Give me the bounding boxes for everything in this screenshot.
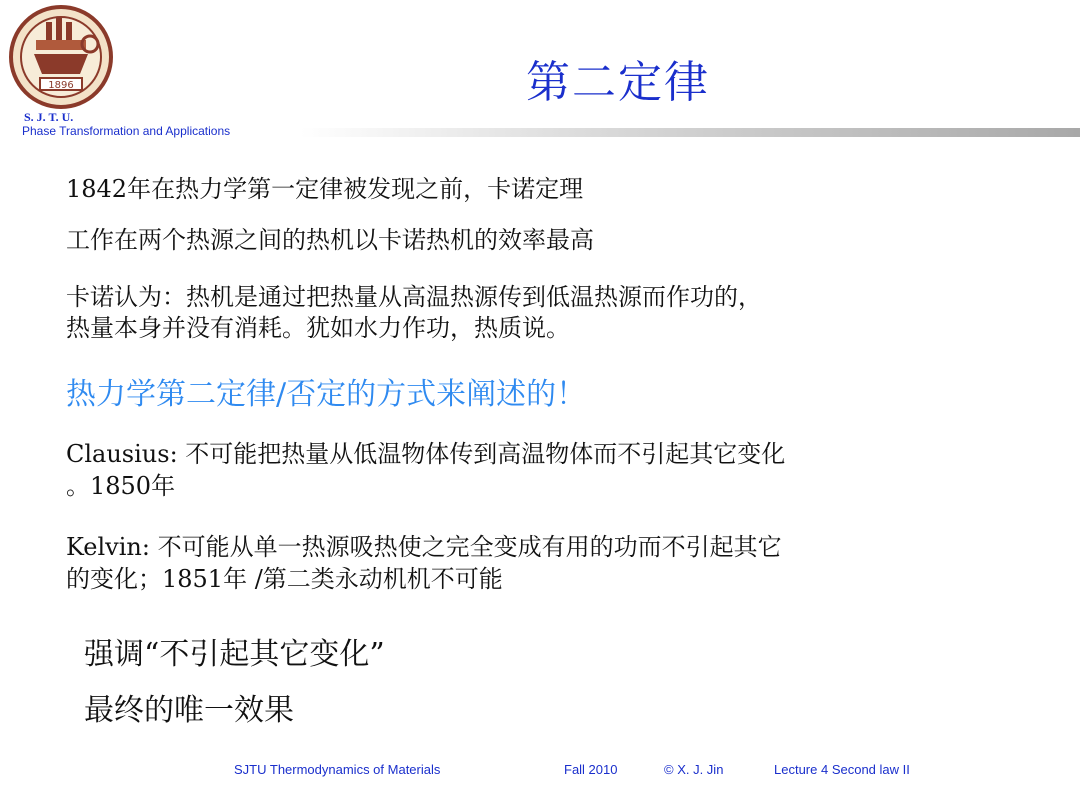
paragraph-carnot-theorem: 1842年在热力学第一定律被发现之前，卡诺定理 — [66, 175, 584, 203]
kelvin-statement-line2: 的变化；1851年 /第二类永动机机不可能 — [66, 565, 503, 593]
course-name: Phase Transformation and Applications — [22, 124, 231, 138]
org-name: S. J. T. U. — [24, 110, 74, 124]
footer-lecture: Lecture 4 Second law II — [774, 762, 910, 777]
header-divider — [300, 128, 1080, 137]
footer-course: SJTU Thermodynamics of Materials — [234, 762, 441, 777]
slide-title: 第二定律 — [526, 57, 710, 108]
paragraph-caloric-line2: 热量本身并没有消耗。犹如水力作功，热质说。 — [66, 314, 570, 342]
emphasis-no-other-change: 强调“不引起其它变化” — [84, 637, 385, 672]
paragraph-caloric-line1: 卡诺认为：热机是通过把热量从高温热源传到低温热源而作功的， — [66, 283, 762, 311]
highlight-second-law: 热力学第二定律/否定的方式来阐述的！ — [66, 377, 587, 412]
sjtu-logo — [6, 4, 116, 110]
kelvin-statement-line1: Kelvin: 不可能从单一热源吸热使之完全变成有用的功而不引起其它 — [66, 533, 782, 561]
sjtu-emblem-icon — [6, 4, 116, 110]
footer-author: © X. J. Jin — [664, 762, 724, 777]
footer-term: Fall 2010 — [564, 762, 618, 777]
clausius-statement-line2: 。1850年 — [66, 472, 176, 500]
emphasis-sole-effect: 最终的唯一效果 — [84, 693, 294, 728]
logo-year: 1896 — [48, 80, 74, 91]
clausius-statement-line1: Clausius: 不可能把热量从低温物体传到高温物体而不引起其它变化 — [66, 440, 786, 468]
paragraph-carnot-efficiency: 工作在两个热源之间的热机以卡诺热机的效率最高 — [66, 226, 594, 254]
